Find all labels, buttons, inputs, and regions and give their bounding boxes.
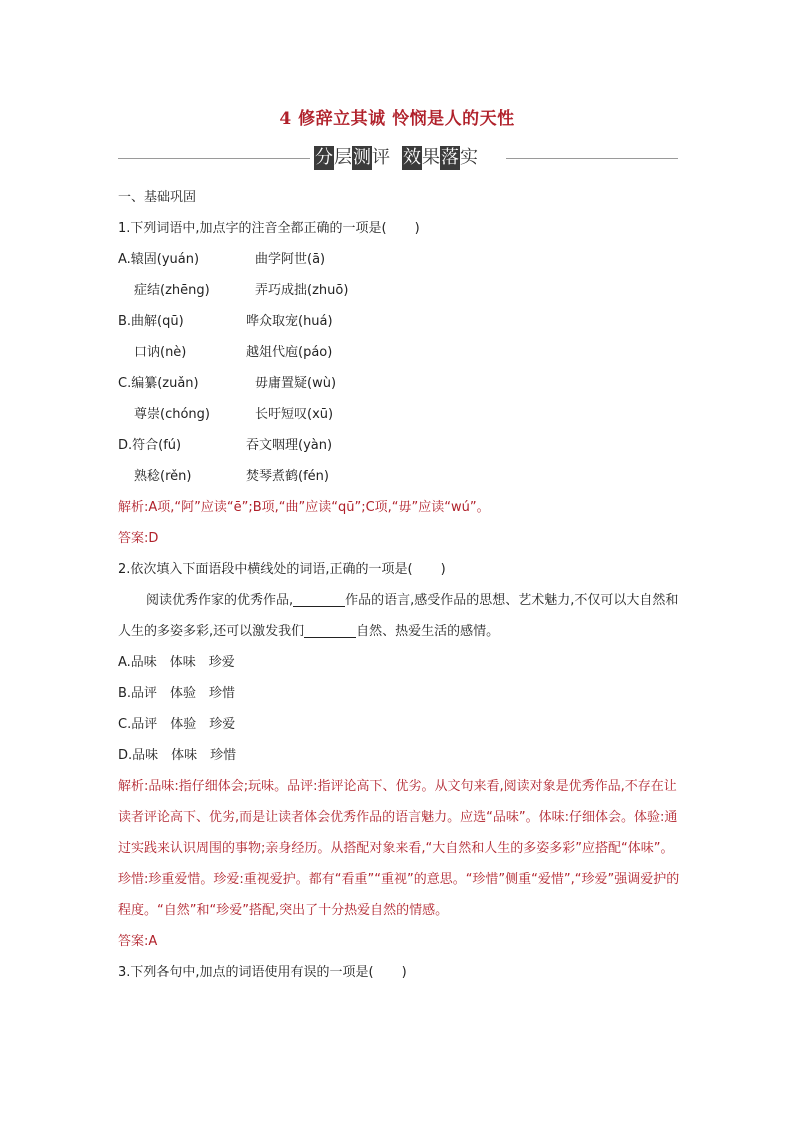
question-1-stem: 1.下列词语中,加点字的注音全都正确的一项是( ) (118, 221, 420, 236)
q2-option-c: C.品评 体验 珍爱 (118, 717, 236, 732)
banner-divider-left (118, 158, 310, 159)
page-title: 4 修辞立其诚 怜悯是人的天性 (279, 109, 515, 129)
question-3-stem: 3.下列各句中,加点的词语使用有误的一项是( ) (118, 965, 407, 980)
q2-passage: 阅读优秀作家的优秀作品, 作品的语言,感受作品的思想、艺术魅力,不仅可以大自然和人生的多姿多彩,还可以激发我们 自然、热爱生活的感情。 (118, 593, 679, 639)
section-banner (118, 146, 678, 170)
q2-option-b: B.品评 体验 珍惜 (118, 686, 236, 701)
banner-char: 效 (403, 147, 421, 168)
banner-char: 评 (372, 147, 390, 168)
q1-option-c: C.编纂(zuǎn) 毋庸置疑(wù) (118, 376, 337, 391)
banner-char: 分 (315, 147, 333, 168)
banner-char: 测 (353, 147, 371, 168)
q1-option-a: A.辕固(yuán) 曲学阿世(ā) (118, 252, 326, 267)
q2-option-d: D.品味 体味 珍惜 (118, 748, 237, 763)
q2-answer: 答案:A (118, 934, 158, 949)
q1-answer: 答案:D (118, 531, 159, 546)
q1-option-b-cont: 口讷(nè) 越俎代庖(páo) (134, 345, 333, 360)
banner-char: 果 (422, 147, 440, 168)
q1-option-d-cont: 熟稔(rěn) 焚琴煮鹤(fén) (134, 469, 329, 484)
q1-option-a-cont: 症结(zhēng) 弄巧成拙(zhuō) (134, 283, 349, 298)
fill-blank (304, 623, 356, 638)
banner-char: 实 (460, 147, 478, 168)
banner-divider-right (506, 158, 678, 159)
q1-option-d: D.符合(fú) 吞文咽理(yàn) (118, 438, 333, 453)
section-heading: 一、基础巩固 (118, 190, 197, 205)
q2-option-a: A.品味 体味 珍爱 (118, 655, 235, 670)
banner-char: 层 (334, 147, 352, 168)
q1-analysis: 解析:A项,“阿”应读“ē”;B项,“曲”应读“qū”;C项,“毋”应读“wú”。 (118, 500, 490, 515)
banner-char: 落 (441, 147, 459, 168)
q1-option-c-cont: 尊崇(chóng) 长吁短叹(xū) (134, 407, 334, 422)
question-2-stem: 2.依次填入下面语段中横线处的词语,正确的一项是( ) (118, 562, 446, 577)
banner-text (314, 146, 502, 170)
exercise-content (118, 182, 684, 988)
q1-option-b: B.曲解(qū) 哗众取宠(huá) (118, 314, 333, 329)
q2-analysis: 解析:品味:指仔细体会;玩味。品评:指评论高下、优劣。从文句来看,阅读对象是优秀作品,不存在让读者评论高下、优劣,而是让读者体会优秀作品的语言魅力。应选“品味”。体味:仔细体会。体验:通过实践来认识周围的事物;亲身经历。从搭配对象来看,“大自然和人生的多姿多彩”应搭配“体味”。珍惜:珍重爱惜。珍爱:重视爱护。都有“看重”“重视”的意思。“珍惜”侧重“爱惜”,“珍爱”强调爱护的程度。“自然”和“珍爱”搭配,突出了十分热爱自然的情感。 (118, 779, 680, 918)
fill-blank (293, 592, 345, 607)
